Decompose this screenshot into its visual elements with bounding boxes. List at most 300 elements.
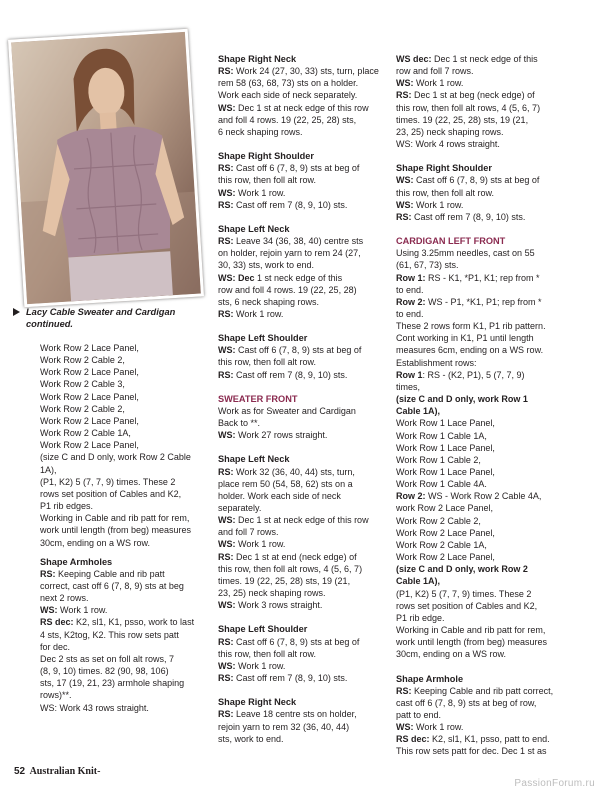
- instruction-line: Work Row 2 Lace Panel,: [40, 367, 139, 378]
- row-text: These 2 rows form K1, P1 rib pattern.: [396, 321, 546, 332]
- row-label: WS dec:: [396, 54, 432, 64]
- instruction-line: 30cm, ending on a WS row.: [40, 537, 151, 548]
- instruction-line: [396, 430, 568, 442]
- row-text: 4 sts, K2tog, K2. This row sets patt: [40, 629, 179, 640]
- row-text: Work 1 row.: [235, 660, 286, 671]
- row-text: Leave 18 centre sts on holder,: [233, 709, 357, 720]
- row-label: RS dec:: [396, 734, 430, 745]
- row-label: Cable 1A),: [396, 576, 441, 587]
- instruction-line: [396, 685, 568, 697]
- row-text: Cast off 6 (7, 8, 9) sts at beg of: [233, 163, 360, 174]
- instruction-line: [396, 284, 568, 296]
- instruction-line: [218, 417, 390, 429]
- row-text: cast off 6 (7, 8, 9) sts at beg of row,: [396, 697, 537, 708]
- instruction-line: [396, 417, 568, 429]
- photo-caption: [26, 306, 196, 330]
- row-text: this row, then foll alt row.: [218, 648, 317, 659]
- instruction-line: Work Row 2 Lace Panel,: [40, 440, 139, 451]
- row-label: Row 2:: [396, 491, 426, 502]
- section-heading: Shape Right Shoulder: [396, 163, 492, 174]
- instruction-line: [396, 612, 568, 624]
- row-text: Work Row 2 Lace Panel,: [396, 527, 495, 538]
- instruction-line: Work Row 2 Cable 3,: [40, 379, 125, 390]
- instruction-line: [218, 551, 390, 563]
- row-text: to end.: [396, 308, 424, 319]
- row-label: RS:: [396, 90, 412, 101]
- row-label: Row 1:: [396, 272, 426, 283]
- row-label: RS:: [218, 66, 234, 77]
- model-photo: [8, 29, 204, 307]
- section-heading: Shape Left Shoulder: [218, 624, 308, 635]
- row-text: Work as for Sweater and Cardigan: [218, 405, 356, 416]
- row-text: Keeping Cable and rib patt correct,: [411, 685, 554, 696]
- instruction-line: [40, 641, 210, 653]
- row-text: Work Row 1 Lace Panel,: [396, 467, 495, 477]
- instruction-line: [396, 697, 568, 709]
- row-text: Cast off 6 (7, 8, 9) sts at beg of: [233, 636, 360, 647]
- instruction-line: [218, 490, 390, 502]
- instruction-line: [218, 199, 390, 211]
- row-label: RS:: [218, 163, 234, 174]
- instruction-line: [396, 490, 568, 502]
- row-label: WS:: [218, 430, 236, 441]
- instruction-line: [218, 599, 390, 611]
- instruction-line: Work Row 2 Lace Panel,: [40, 343, 139, 353]
- instruction-line: Work Row 2 Cable 2,: [40, 355, 125, 366]
- instruction-line: [218, 102, 390, 114]
- section-heading: Shape Armhole: [396, 673, 464, 684]
- spacer: [218, 138, 390, 150]
- column-1: [40, 342, 210, 714]
- instruction-line: [218, 259, 390, 271]
- instruction-line: [218, 587, 390, 599]
- spacer: [218, 441, 390, 453]
- row-text: Work 1 row.: [57, 605, 108, 616]
- instruction-line: [396, 272, 568, 284]
- row-text: K2, sl1, K1, psso, work to last: [73, 617, 195, 628]
- instruction-line: [218, 114, 390, 126]
- instruction-line: [396, 745, 568, 757]
- row-text: work Row 2 Lace Panel,: [396, 503, 494, 514]
- row-text: patt to end.: [396, 709, 442, 720]
- section-heading: Shape Right Shoulder: [218, 151, 314, 162]
- row-text: Dec 2 sts as set on foll alt rows, 7: [40, 653, 175, 664]
- column-3: [396, 53, 568, 758]
- row-label: RS:: [396, 211, 412, 222]
- row-text: Work 27 rows straight.: [235, 430, 328, 441]
- row-text: row and foll 7 rows.: [396, 66, 474, 77]
- row-text: 23, 25) neck shaping rows.: [396, 126, 504, 137]
- row-text: sts, 6 neck shaping rows.: [218, 296, 320, 307]
- row-text: on holder, rejoin yarn to rem 24 (27,: [218, 248, 361, 259]
- row-label: WS:: [218, 539, 236, 550]
- instruction-line: [396, 454, 568, 466]
- spacer: [218, 211, 390, 223]
- row-text: Work 1 row.: [413, 78, 464, 89]
- row-text: (8, 9, 10) times. 82 (90, 98, 106): [40, 666, 169, 677]
- instruction-line: [218, 174, 390, 186]
- instruction-line: [218, 405, 390, 417]
- instruction-line: [218, 308, 390, 320]
- instruction-line: [396, 393, 568, 405]
- row-text: holder. Work each side of neck: [218, 490, 341, 501]
- row-text: times. 19 (22, 25, 28) sts, 19 (21,: [218, 575, 351, 586]
- instruction-line: [396, 174, 568, 186]
- instruction-line: (P1, K2) 5 (7, 7, 9) times. These 2: [40, 476, 176, 487]
- instruction-line: [396, 247, 568, 259]
- row-text: Using 3.25mm needles, cast on 55: [396, 248, 535, 259]
- instruction-line: [218, 247, 390, 259]
- instruction-line: [396, 296, 568, 308]
- row-text: this row, then foll alt row.: [396, 187, 495, 198]
- instruction-line: [396, 478, 568, 490]
- row-text: Work 1 row.: [233, 308, 284, 319]
- instruction-line: [396, 563, 568, 575]
- row-label: WS:: [40, 605, 58, 616]
- instruction-line: [40, 653, 210, 665]
- row-text: Back to **.: [218, 418, 261, 429]
- instruction-line: [218, 733, 390, 745]
- instruction-line: [396, 733, 568, 745]
- instruction-line: [396, 199, 568, 211]
- row-text: this row, then foll alt row.: [218, 175, 317, 186]
- row-text: this row, then foll alt row.: [218, 357, 317, 368]
- row-label: RS dec:: [40, 617, 74, 628]
- row-text: rem 58 (63, 68, 73) sts on a holder.: [218, 78, 359, 89]
- section-heading: Shape Right Neck: [218, 54, 297, 64]
- row-label: RS:: [218, 466, 234, 477]
- photo-illustration: [11, 32, 201, 304]
- instruction-line: [396, 369, 568, 381]
- row-text: Dec 1 st neck edge of this: [431, 54, 538, 64]
- row-text: Work Row 1 Cable 2,: [396, 454, 481, 465]
- instruction-line: [396, 138, 568, 150]
- row-text: sts, 17 (19, 21, 23) armhole shaping: [40, 678, 185, 689]
- row-label: Cable 1A),: [396, 406, 441, 417]
- instruction-line: Work Row 2 Cable 2,: [40, 403, 125, 414]
- row-text: 30, 33) sts, work to end.: [218, 260, 315, 271]
- row-text: Work 32 (36, 40, 44) sts, turn,: [233, 466, 355, 477]
- spacer: [218, 381, 390, 393]
- instruction-line: [218, 648, 390, 660]
- instruction-line: [218, 429, 390, 441]
- instruction-line: [396, 442, 568, 454]
- spacer: [396, 661, 568, 673]
- instruction-line: [396, 308, 568, 320]
- row-text: Work 1 row.: [413, 199, 464, 210]
- instruction-line: [218, 538, 390, 550]
- instruction-line: [40, 592, 210, 604]
- row-text: Working in Cable and rib patt for rem,: [396, 625, 546, 636]
- caption-line-1: Lacy Cable Sweater and Cardigan: [26, 307, 176, 317]
- instruction-line: [396, 211, 568, 223]
- instruction-line: [218, 563, 390, 575]
- row-text: 1 st neck edge of this: [254, 272, 343, 283]
- instruction-line: [396, 588, 568, 600]
- row-text: rows)**.: [40, 690, 72, 701]
- row-text: (P1, K2) 5 (7, 7, 9) times. These 2: [396, 588, 532, 599]
- row-label: WS:: [218, 345, 236, 356]
- instruction-line: Work Row 2 Lace Panel,: [40, 415, 139, 426]
- instruction-line: 1A),: [40, 464, 57, 475]
- instruction-line: [396, 721, 568, 733]
- instruction-line: [396, 600, 568, 612]
- instruction-line: [218, 77, 390, 89]
- caption-arrow-icon: [13, 308, 20, 316]
- instruction-line: [396, 624, 568, 636]
- row-label: Row 2:: [396, 296, 426, 307]
- instruction-line: [218, 369, 390, 381]
- row-text: Work Row 2 Cable 2,: [396, 515, 481, 526]
- instruction-line: [40, 568, 210, 580]
- row-text: Dec 1 st at neck edge of this row: [235, 515, 369, 526]
- row-text: for dec.: [40, 641, 71, 652]
- page-number: 52: [14, 766, 26, 777]
- instruction-line: [396, 648, 568, 660]
- row-text: rows set position of Cables and K2,: [396, 600, 538, 611]
- instruction-line: [218, 660, 390, 672]
- instruction-line: [218, 526, 390, 538]
- section-heading: CARDIGAN LEFT FRONT: [396, 236, 506, 247]
- row-text: to end.: [396, 284, 424, 295]
- instruction-line: [218, 89, 390, 101]
- row-text: This row sets patt for dec. Dec 1 st as: [396, 746, 547, 757]
- row-text: Cast off rem 7 (8, 9, 10) sts.: [411, 211, 526, 222]
- caption-line-2: continued.: [26, 319, 73, 329]
- instruction-line: [40, 604, 210, 616]
- instruction-line: Work Row 2 Cable 1A,: [40, 428, 131, 439]
- row-text: RS - K1, *P1, K1; rep from *: [425, 272, 540, 283]
- instruction-line: [396, 466, 568, 478]
- row-text: Dec 1 st at neck edge of this row: [235, 102, 369, 113]
- row-label: RS:: [218, 636, 234, 647]
- row-label: RS:: [40, 568, 56, 579]
- row-label: RS:: [218, 369, 234, 380]
- instruction-line: [218, 721, 390, 733]
- page-footer: [14, 766, 100, 777]
- column-2: [218, 53, 390, 745]
- row-label: WS:: [396, 78, 414, 89]
- instruction-line: [40, 702, 210, 714]
- instruction-line: [396, 551, 568, 563]
- row-text: Work Row 1 Lace Panel,: [396, 418, 495, 429]
- instruction-line: [396, 126, 568, 138]
- row-text: WS: Work 43 rows straight.: [40, 702, 149, 713]
- row-label: WS:: [396, 199, 414, 210]
- row-label: WS:: [218, 102, 236, 113]
- row-text: WS: Work 4 rows straight.: [396, 139, 500, 150]
- row-text: Work 3 rows straight.: [235, 600, 323, 611]
- instruction-line: (size C and D only, work Row 2 Cable: [40, 452, 191, 463]
- row-label: (size C and D only, work Row 1: [396, 394, 528, 405]
- row-text: Leave 34 (36, 38, 40) centre sts: [233, 236, 364, 247]
- instruction-line: [396, 405, 568, 417]
- row-label: RS:: [218, 308, 234, 319]
- row-text: Work Row 2 Lace Panel,: [396, 552, 495, 563]
- magazine-name: Australian Knit-: [29, 766, 101, 777]
- instruction-line: [218, 284, 390, 296]
- instruction-line: [40, 665, 210, 677]
- row-label: WS:: [218, 600, 236, 611]
- row-text: Work 1 row.: [235, 187, 286, 198]
- row-text: this row, then foll alt rows, 4 (5, 6, 7): [218, 563, 363, 574]
- instruction-line: [396, 89, 568, 101]
- instruction-line: [396, 709, 568, 721]
- instruction-line: [40, 616, 210, 628]
- row-text: Work each side of neck separately.: [218, 90, 358, 101]
- instruction-line: [396, 502, 568, 514]
- row-text: rejoin yarn to rem 32 (36, 40, 44): [218, 721, 350, 732]
- row-text: separately.: [218, 503, 262, 513]
- row-text: Work 1 row.: [413, 722, 464, 733]
- spacer: [218, 611, 390, 623]
- instruction-line: [40, 580, 210, 592]
- row-text: Cast off 6 (7, 8, 9) sts at beg of: [413, 175, 540, 186]
- instruction-line: [396, 636, 568, 648]
- row-text: Establishment rows:: [396, 357, 477, 368]
- instruction-line: [218, 272, 390, 284]
- section-heading: Shape Left Neck: [218, 223, 290, 234]
- instruction-line: [396, 332, 568, 344]
- spacer: [218, 320, 390, 332]
- instruction-line: [218, 126, 390, 138]
- instruction-line: [396, 381, 568, 393]
- row-text: Work Row 1 Cable 1A,: [396, 430, 487, 441]
- section-heading: Shape Left Shoulder: [218, 333, 308, 344]
- instruction-line: [218, 672, 390, 684]
- instruction-line: [218, 344, 390, 356]
- row-label: RS:: [396, 685, 412, 696]
- section-heading: Shape Right Neck: [218, 697, 297, 708]
- section-heading: Shape Left Neck: [218, 454, 290, 465]
- row-text: Cast off rem 7 (8, 9, 10) sts.: [233, 199, 348, 210]
- row-text: 23, 25) neck shaping rows.: [218, 588, 326, 599]
- row-text: times,: [396, 381, 421, 392]
- row-text: Cast off rem 7 (8, 9, 10) sts.: [233, 673, 348, 684]
- row-text: : RS - (K2, P1), 5 (7, 7, 9): [422, 369, 525, 380]
- row-text: Work Row 1 Lace Panel,: [396, 442, 495, 453]
- instruction-line: [218, 514, 390, 526]
- instruction-line: [218, 466, 390, 478]
- watermark: PassionForum.ru: [514, 778, 595, 789]
- row-label: RS:: [218, 673, 234, 684]
- row-text: next 2 rows.: [40, 593, 89, 604]
- row-label: WS:: [396, 175, 414, 186]
- instruction-line: P1 rib edges.: [40, 501, 94, 512]
- instruction-line: [396, 539, 568, 551]
- row-text: Cont working in K1, P1 until length: [396, 333, 534, 344]
- row-text: Work Row 2 Cable 1A,: [396, 539, 487, 550]
- row-label: WS: Dec: [218, 272, 255, 283]
- row-text: Dec 1 st at end (neck edge) of: [233, 551, 357, 562]
- instruction-line: [396, 102, 568, 114]
- instruction-line: Working in Cable and rib patt for rem,: [40, 513, 190, 524]
- row-text: Cast off rem 7 (8, 9, 10) sts.: [233, 369, 348, 380]
- row-label: WS:: [218, 187, 236, 198]
- instruction-line: [396, 515, 568, 527]
- row-text: work until length (from beg) measures: [396, 637, 548, 648]
- instruction-line: [396, 187, 568, 199]
- row-text: sts, work to end.: [218, 733, 284, 744]
- row-label: (size C and D only, work Row 2: [396, 564, 528, 575]
- instruction-line: [396, 527, 568, 539]
- row-text: 6 neck shaping rows.: [218, 126, 303, 137]
- instruction-line: [396, 344, 568, 356]
- row-text: Cast off 6 (7, 8, 9) sts at beg of: [235, 345, 362, 356]
- row-text: and foll 4 rows. 19 (22, 25, 28) sts,: [218, 114, 357, 125]
- instruction-line: work until length (from beg) measures: [40, 525, 192, 536]
- row-label: RS:: [218, 551, 234, 562]
- row-text: 30cm, ending on a WS row.: [396, 649, 507, 660]
- section-heading: Shape Armholes: [40, 556, 113, 567]
- instruction-line: [396, 259, 568, 271]
- instruction-line: Work Row 2 Lace Panel,: [40, 391, 139, 402]
- instruction-line: [218, 708, 390, 720]
- row-label: WS:: [396, 722, 414, 733]
- row-label: Row 1: [396, 369, 423, 380]
- instruction-line: [396, 357, 568, 369]
- row-text: times. 19 (22, 25, 28) sts, 19 (21,: [396, 114, 529, 125]
- row-text: (61, 67, 73) sts.: [396, 260, 459, 271]
- instruction-line: [396, 114, 568, 126]
- section-heading: SWEATER FRONT: [218, 393, 298, 404]
- instruction-line: [396, 575, 568, 587]
- instruction-line: [218, 478, 390, 490]
- spacer: [40, 549, 210, 556]
- instruction-line: [218, 356, 390, 368]
- row-label: RS:: [218, 236, 234, 247]
- instruction-line: [40, 629, 210, 641]
- row-text: Dec 1 st at beg (neck edge) of: [411, 90, 535, 101]
- instruction-line: rows set position of Cables and K2,: [40, 488, 182, 499]
- row-text: correct, cast off 6 (7, 8, 9) sts at beg: [40, 580, 184, 591]
- instruction-line: [40, 689, 210, 701]
- row-text: Work 1 row.: [235, 539, 286, 550]
- instruction-line: [218, 187, 390, 199]
- instruction-line: [396, 53, 568, 65]
- instruction-line: [396, 77, 568, 89]
- spacer: [396, 150, 568, 162]
- row-label: RS:: [218, 199, 234, 210]
- row-text: this row, then foll alt rows, 4 (5, 6, 7): [396, 102, 541, 113]
- row-label: RS:: [218, 709, 234, 720]
- row-label: WS:: [218, 660, 236, 671]
- row-text: Work Row 1 Cable 4A.: [396, 479, 487, 490]
- row-text: and foll 7 rows.: [218, 527, 279, 538]
- row-text: WS - Work Row 2 Cable 4A,: [425, 491, 542, 502]
- instruction-line: [218, 65, 390, 77]
- row-text: K2, sl1, K1, psso, patt to end.: [429, 734, 550, 745]
- instruction-line: [218, 502, 390, 514]
- row-text: Work 24 (27, 30, 33) sts, turn, place: [233, 66, 379, 77]
- instruction-line: [218, 162, 390, 174]
- instruction-line: [218, 235, 390, 247]
- instruction-line: [218, 636, 390, 648]
- spacer: [218, 684, 390, 696]
- row-text: row and foll 4 rows. 19 (22, 25, 28): [218, 284, 357, 295]
- row-text: measures 6cm, ending on a WS row.: [396, 345, 544, 356]
- instruction-line: [396, 320, 568, 332]
- instruction-line: [218, 296, 390, 308]
- instruction-line: [40, 677, 210, 689]
- row-text: place rem 50 (54, 58, 62) sts on a: [218, 478, 353, 489]
- instruction-line: [218, 575, 390, 587]
- row-text: P1 rib edge.: [396, 612, 445, 623]
- row-label: WS:: [218, 515, 236, 526]
- instruction-line: [396, 65, 568, 77]
- spacer: [396, 223, 568, 235]
- row-text: WS - P1, *K1, P1; rep from *: [425, 296, 542, 307]
